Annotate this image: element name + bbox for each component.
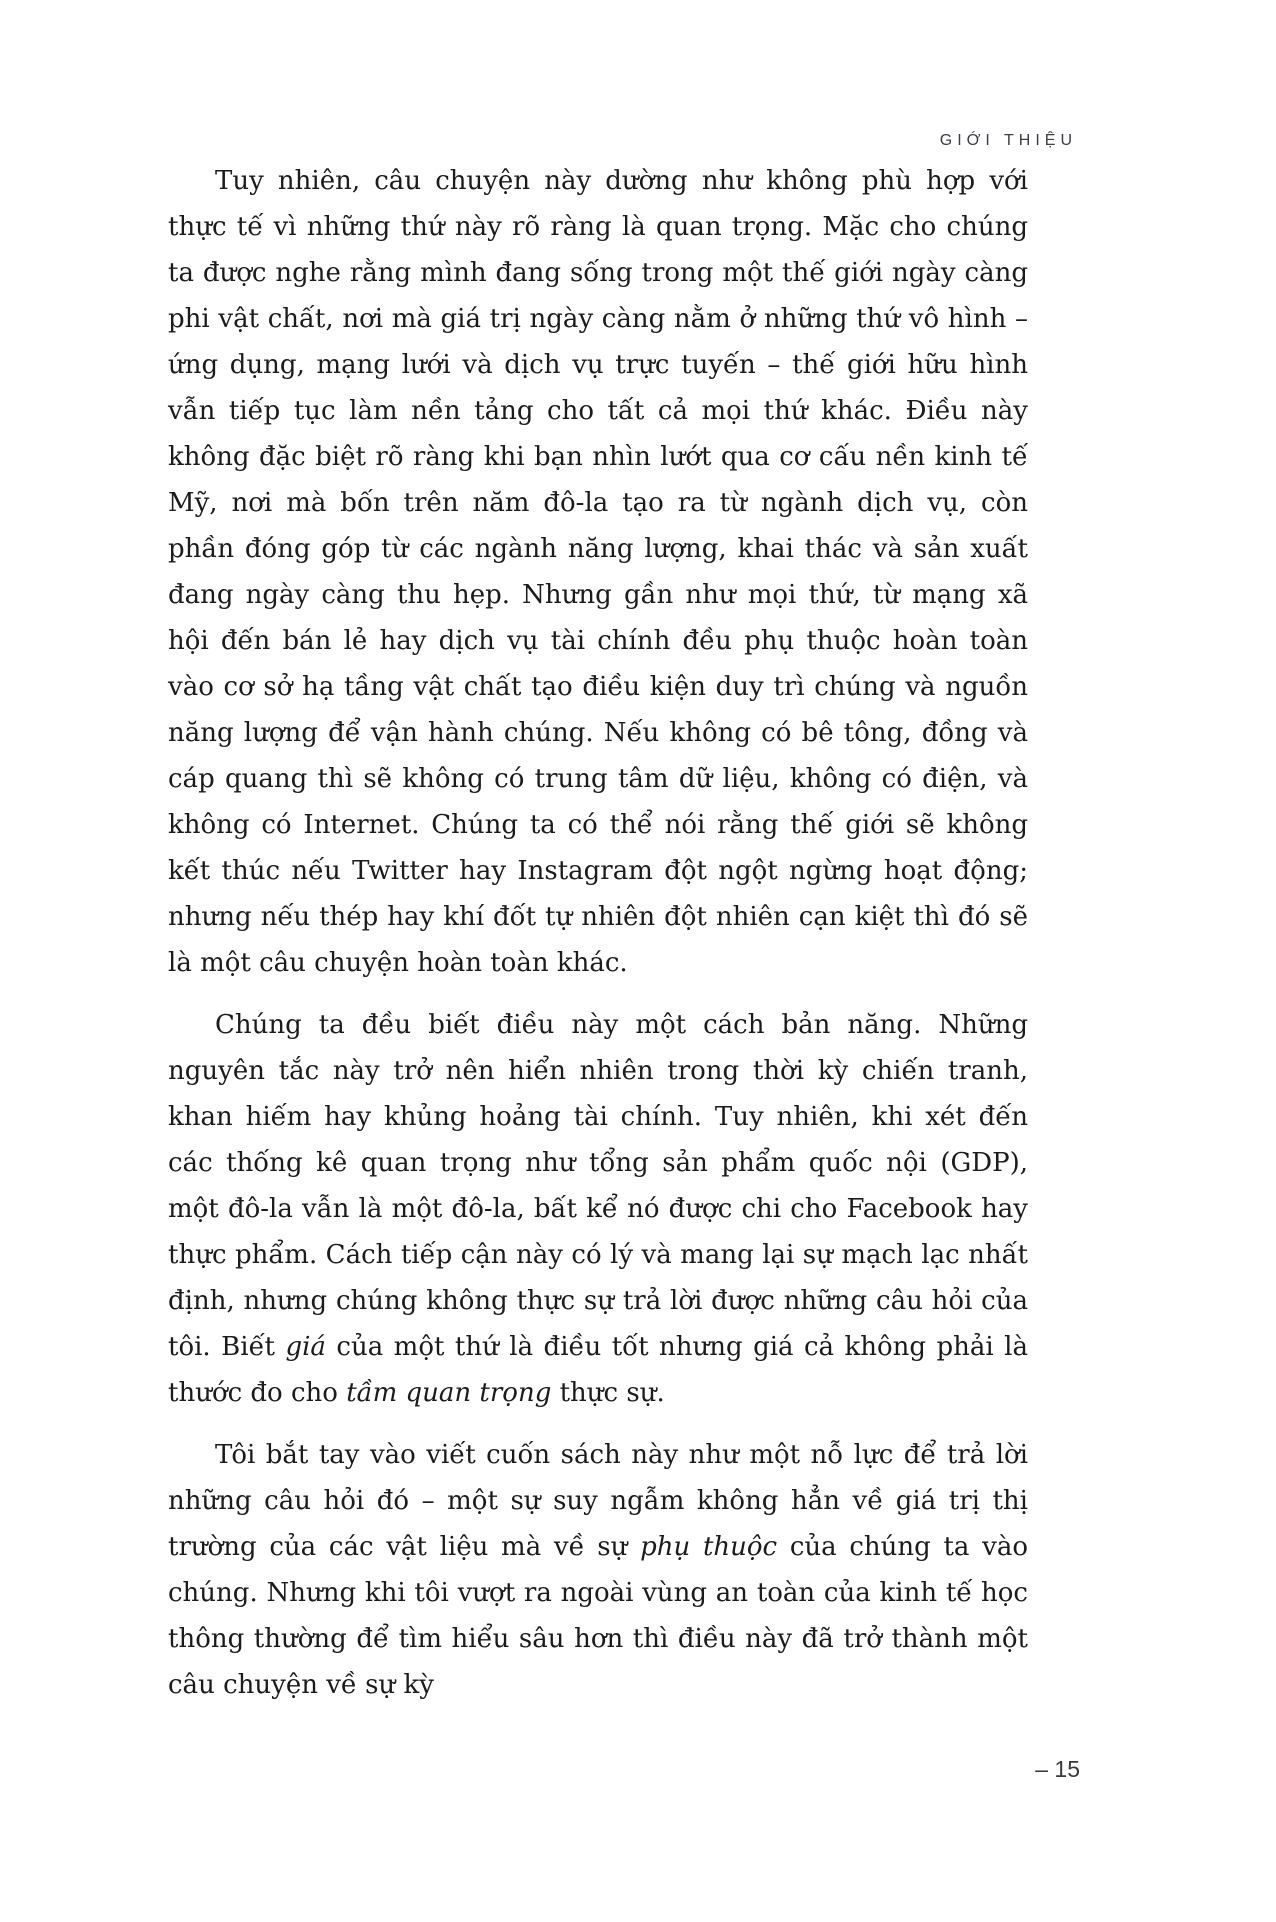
emphasized-text: giá xyxy=(285,1332,326,1362)
emphasized-text: tầm quan trọng xyxy=(346,1378,552,1408)
body-text xyxy=(168,158,1028,1708)
running-head: GIỚI THIỆU xyxy=(939,132,1077,149)
emphasized-text: phụ thuộc xyxy=(640,1532,778,1562)
text-run: thực sự. xyxy=(551,1378,665,1408)
text-run: của một thứ là điều tốt nhưng giá cả không phải là thước đo cho xyxy=(168,1332,1028,1408)
paragraph xyxy=(168,1432,1028,1708)
text-run: Tôi bắt tay vào viết cuốn sách này như một nỗ lực để trả lời những câu hỏi đó – một sự suy ngẫm không hẳn về giá trị thị trường của các vật liệu mà về sự xyxy=(168,1440,1028,1562)
text-run: Chúng ta đều biết điều này một cách bản năng. Những nguyên tắc này trở nên hiển nhiên trong thời kỳ chiến tranh, khan hiếm hay khủng hoảng tài chính. Tuy nhiên, khi xét đến các thống kê quan trọng như tổng sản phẩm quốc nội (GDP), một đô-la vẫn là một đô-la, bất kể nó được chi cho Facebook hay thực phẩm. Cách tiếp cận này có lý và mang lại sự mạch lạc nhất định, nhưng chúng không thực sự trả lời được những câu hỏi của tôi. Biết xyxy=(168,1010,1028,1362)
paragraph xyxy=(168,1002,1028,1416)
paragraph xyxy=(168,158,1028,986)
text-run: Tuy nhiên, câu chuyện này dường như không phù hợp với thực tế vì những thứ này rõ ràng là quan trọng. Mặc cho chúng ta được nghe rằng mình đang sống trong một thế giới ngày càng phi vật chất, nơi mà giá trị ngày càng nằm ở những thứ vô hình – ứng dụng, mạng lưới và dịch vụ trực tuyến – thế giới hữu hình vẫn tiếp tục làm nền tảng cho tất cả mọi thứ khác. Điều này không đặc biệt rõ ràng khi bạn nhìn lướt qua cơ cấu nền kinh tế Mỹ, nơi mà bốn trên năm đô-la tạo ra từ ngành dịch vụ, còn phần đóng góp từ các ngành năng lượng, khai thác và sản xuất đang ngày càng thu hẹp. Nhưng gần như mọi thứ, từ mạng xã hội đến bán lẻ hay dịch vụ tài chính đều phụ thuộc hoàn toàn vào cơ sở hạ tầng vật chất tạo điều kiện duy trì chúng và nguồn năng lượng để vận hành chúng. Nếu không có bê tông, đồng và cáp quang thì sẽ không có trung tâm dữ liệu, không có điện, và không có Internet. Chúng ta có thể nói rằng thế giới sẽ không kết thúc nếu Twitter hay Instagram đột ngột ngừng hoạt động; nhưng nếu thép hay khí đốt tự nhiên đột nhiên cạn kiệt thì đó sẽ là một câu chuyện hoàn toàn khác. xyxy=(168,166,1028,978)
page-number: – 15 xyxy=(1035,1756,1080,1782)
text-run: của chúng ta vào chúng. Nhưng khi tôi vượt ra ngoài vùng an toàn của kinh tế học thông thường để tìm hiểu sâu hơn thì điều này đã trở thành một câu chuyện về sự kỳ xyxy=(168,1532,1028,1700)
